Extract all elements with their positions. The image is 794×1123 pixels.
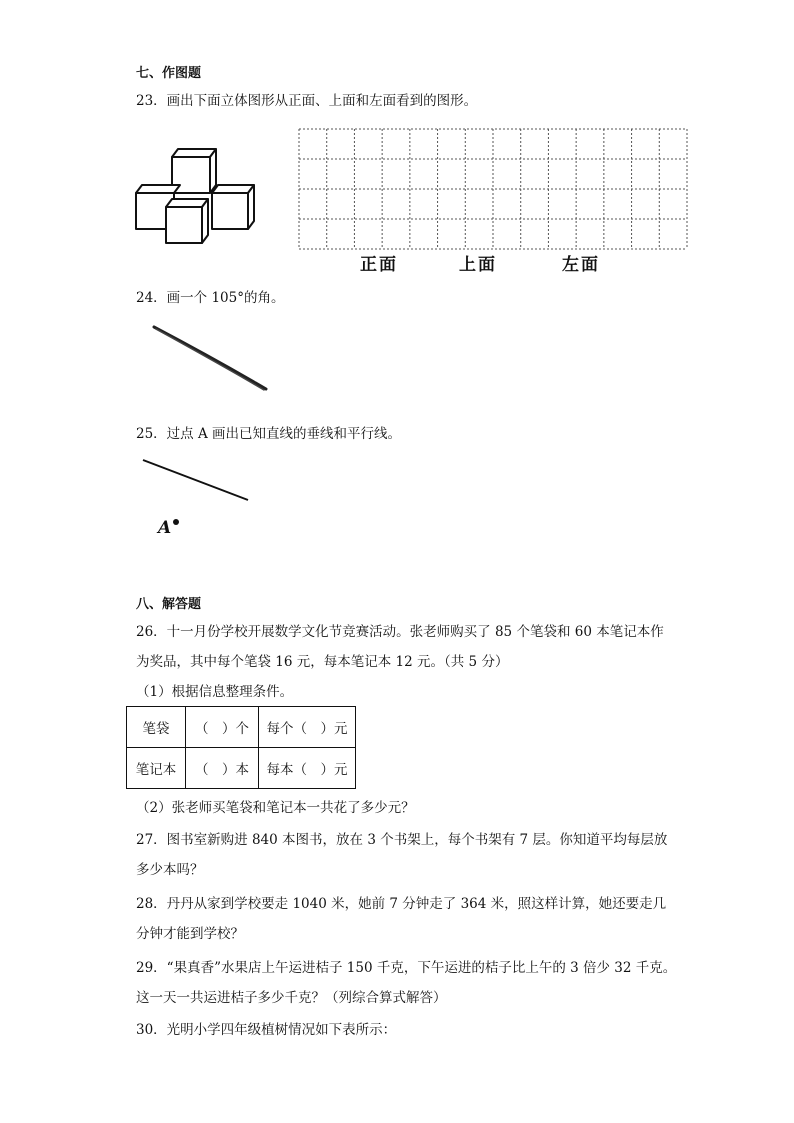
right-cube-front-face <box>212 193 248 229</box>
q29-line2: 这一天一共运进桔子多少千克？（列综合算式解答） <box>136 990 447 1006</box>
q26-sub1: （1）根据信息整理条件。 <box>136 684 294 700</box>
table-row <box>127 748 356 789</box>
q26-sub2: （2）张老师买笔袋和笔记本一共花了多少元？ <box>136 800 415 816</box>
q27-line1: 27．图书室新购进 840 本图书，放在 3 个书架上，每个书架有 7 层。你知道平均每层放 <box>136 832 668 848</box>
section-8-title: 八、解答题 <box>136 597 202 612</box>
section-7-title: 七、作图题 <box>136 66 202 81</box>
q30-line1: 30．光明小学四年级植树情况如下表所示： <box>136 1022 397 1038</box>
front-cube-front-face <box>166 207 202 243</box>
point-a-label: A <box>158 518 172 538</box>
q24-text: 24．画一个 105°的角。 <box>136 290 285 306</box>
q26-line1: 26．十一月份学校开展数学文化节竞赛活动。张老师购买了 85 个笔袋和 60 本笔记本作 <box>136 624 664 640</box>
q28-line1: 28．丹丹从家到学校要走 1040 米，她前 7 分钟走了 364 米，照这样计算，她还要走几 <box>136 896 667 912</box>
table-cell[interactable]: 每个（ ）元 <box>259 707 356 748</box>
table-cell[interactable]: （ ）本 <box>186 748 259 789</box>
condition-table <box>126 706 356 789</box>
cube-figure <box>130 143 260 248</box>
table-row <box>127 707 356 748</box>
q26-line2: 为奖品，其中每个笔袋 16 元，每本笔记本 12 元。（共 5 分） <box>136 654 509 670</box>
point-a-dot <box>172 518 182 528</box>
table-cell[interactable]: 每本（ ）元 <box>259 748 356 789</box>
table-cell[interactable]: （ ）个 <box>186 707 259 748</box>
grid-label-top: 上面 <box>459 255 497 275</box>
table-cell: 笔袋 <box>127 707 186 748</box>
top-cube-top-face <box>172 149 216 157</box>
drawing-grid[interactable] <box>298 128 688 250</box>
table-cell: 笔记本 <box>127 748 186 789</box>
q28-line2: 分钟才能到学校？ <box>136 926 244 942</box>
q29-line1: 29．“果真香”水果店上午运进桔子 150 千克，下午运进的桔子比上午的 3 倍少 32 千克。 <box>136 960 677 976</box>
grid-label-front: 正面 <box>360 255 398 275</box>
grid-label-left: 左面 <box>562 255 600 275</box>
q27-line2: 多少本吗？ <box>136 862 204 878</box>
given-line <box>140 454 255 504</box>
angle-ray <box>150 322 270 394</box>
left-cube-top-face <box>136 185 180 193</box>
q23-text: 23．画出下面立体图形从正面、上面和左面看到的图形。 <box>136 93 478 109</box>
q25-text: 25．过点 A 画出已知直线的垂线和平行线。 <box>136 426 402 442</box>
